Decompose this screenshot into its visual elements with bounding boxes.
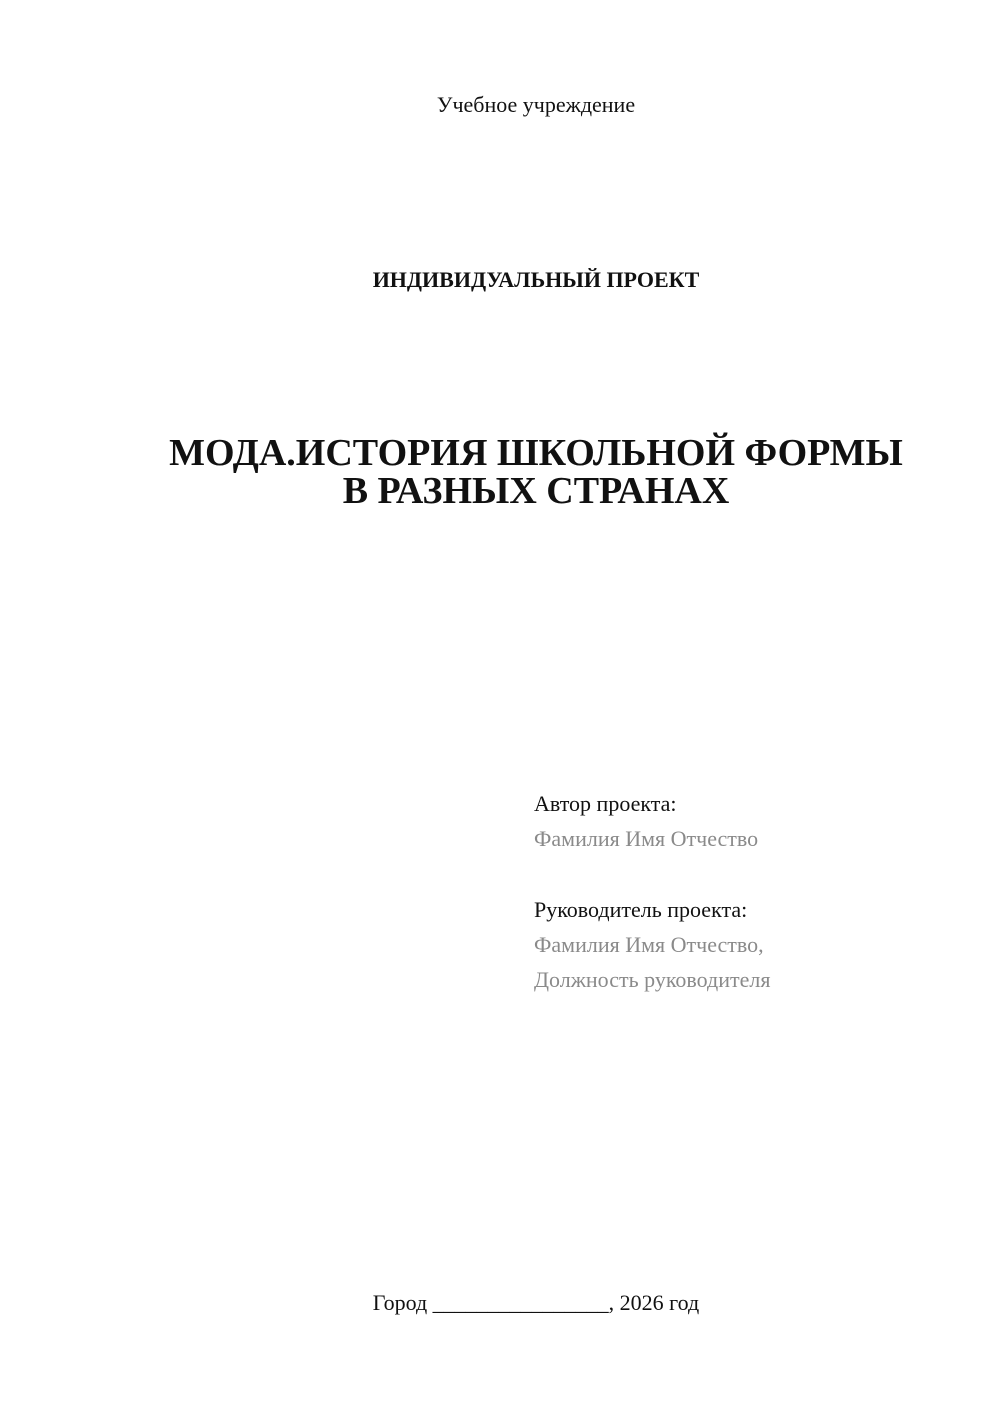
author-name: Фамилия Имя Отчество xyxy=(534,826,759,851)
supervisor-label: Руководитель проекта: xyxy=(534,897,748,922)
author-label: Автор проекта: xyxy=(534,791,677,816)
project-title xyxy=(0,434,1000,510)
project-title-line-1: МОДА.ИСТОРИЯ ШКОЛЬНОЙ ФОРМЫ xyxy=(169,432,903,474)
supervisor-block xyxy=(534,892,770,997)
supervisor-position: Должность руководителя xyxy=(534,967,771,992)
author-block xyxy=(534,786,758,856)
supervisor-name: Фамилия Имя Отчество, xyxy=(534,932,764,957)
document-type: ИНДИВИДУАЛЬНЫЙ ПРОЕКТ xyxy=(372,267,700,292)
project-title-line-2: В РАЗНЫХ СТРАНАХ xyxy=(342,470,730,512)
institution-name: Учебное учреждение xyxy=(436,92,636,117)
city-year-line: Город ________________, 2026 год xyxy=(372,1290,700,1315)
